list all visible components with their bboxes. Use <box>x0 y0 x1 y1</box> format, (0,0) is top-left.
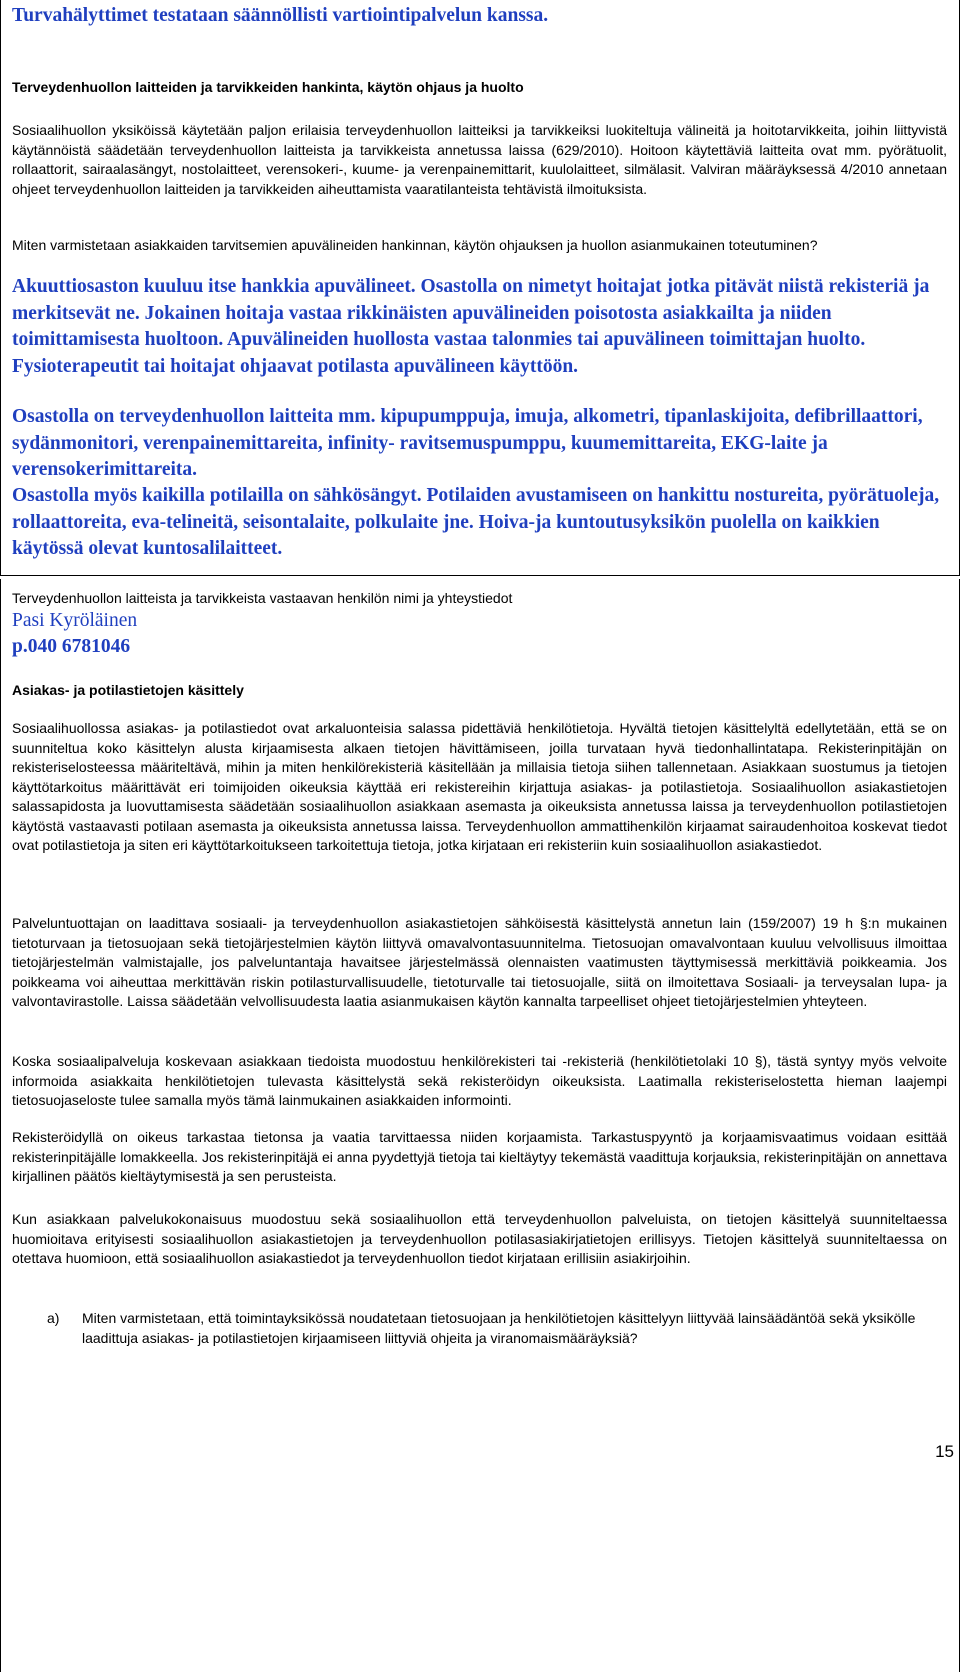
privacy-paragraph-5: Kun asiakkaan palvelukokonaisuus muodostuu sekä sosiaalihuollon että terveydenhuollon palveluista, on tietojen käsittelyä suunniteltaessa huomioitava erityisesti sosiaalihuollon asiakastietojen ja terveydenhuollon potilasasiakirjatietojen erillisyys. Tietojen käsittelyä suunniteltaessa on otettava huomioon, että sosiaalihuollon asiakastiedot ja terveydenhuollon tiedot kirjataan erillisiin asiakirjoihin. <box>12 1211 947 1266</box>
equipment-heading: Terveydenhuollon laitteiden ja tarvikkeiden hankinta, käytön ohjaus ja huolto <box>12 79 524 95</box>
contact-name: Pasi Kyröläinen <box>12 610 138 631</box>
contact-label: Terveydenhuollon laitteista ja tarvikkeista vastaavan henkilön nimi ja yhteystiedot <box>12 590 513 606</box>
top-line: Turvahälyttimet testataan säännöllisti vartiointipalvelun kanssa. <box>12 5 549 26</box>
privacy-paragraph-4: Rekisteröidyllä on oikeus tarkastaa tietonsa ja vaatia tarvittaessa niiden korjaamista. Tarkastuspyyntö ja korjaamisvaatimus voidaan esittää rekisterinpitäjälle lomakkeella. Jos rekisterinpitäjä ei anna pyydettyjä tietoja tai kieltäytyy tekemästä vaadittuja korjauksia, rekisterinpitäjän on annettava kirjallinen päätös kieltäytymisestä ja sen perusteista. <box>12 1129 947 1184</box>
contact-phone: p.040 6781046 <box>12 636 131 657</box>
privacy-paragraph-1: Sosiaalihuollossa asiakas- ja potilastiedot ovat arkaluonteisia salassa pidettäviä henkilötietoja. Hyvältä tietojen käsittelyltä edellytetään, että se on suunniteltua koko käsittelyn alusta kirjaamisesta alkaen tietojen hävittämiseen, joilla turvataan hyvä tiedonhallintatapa. Rekisterinpitäjän on rekisteriselosteessa määriteltävä, mihin ja miten henkilörekisteriä käsitellään ja millaisia tietoja siihen tallennetaan. Asiakkaan suostumus ja tietojen käyttötarkoitus määrittävät eri toimijoiden oikeuksia käyttää eri rekistereihin kirjattuja asiakas- ja potilastietoja. Sosiaalihuollon asiakastietojen salassapidosta ja luovuttamisesta säädetään sosiaalihuollon asiakkaan asemasta ja oikeuksista annetussa laissa ja terveydenhuollon potilastietojen käytöstä vastaavasti potilaan asemasta ja oikeuksista annetussa laissa. Terveydenhuollon ammattihenkilön kirjaamat sairaudenhoitoa koskevat tiedot ovat potilastietoja ja siten eri käyttötarkoitukseen tarkoitettuja tietoja, jotka kirjataan eri rekisteriin kuin sosiaalihuollon asiakastiedot. <box>12 720 947 853</box>
privacy-heading: Asiakas- ja potilastietojen käsittely <box>12 682 244 698</box>
equipment-answer-3: Osastolla myös kaikilla potilailla on sähkösängyt. Potilaiden avustamiseen on hankittu nostureita, pyörätuoleja, rollaattoreita, eva-telineitä, seisontalaite, polkulaite jne. Hoiva-ja kuntoutusyksikön puolella on kaikkien käytössä olevat kuntosalilaitteet. <box>12 485 940 559</box>
equipment-answer-1: Akuuttiosaston kuuluu itse hankkia apuvälineet. Osastolla on nimetyt hoitajat jotka pitävät niistä rekisteriä ja merkitsevät ne. Jokainen hoitaja vastaa rikkinäisten apuvälineiden poisotosta asiakkailta ja niiden toimittamisesta huoltoon. Apuvälineiden huollosta vastaa talonmies tai apuvälineen toimittajan huolto. Fysioterapeutit tai hoitajat ohjaavat potilasta apuvälineen käyttöön. <box>12 276 930 377</box>
list-item <box>47 1309 927 1348</box>
page-number: 15 <box>935 1442 954 1461</box>
equipment-intro: Sosiaalihuollon yksiköissä käytetään paljon erilaisia terveydenhuollon laitteiksi ja tarvikkeiksi luokiteltuja välineitä ja hoitotarvikkeita, joihin liittyvistä käytännöistä säädetään terveydenhuollon laitteista ja tarvikkeista annetussa laissa (629/2010). Hoitoon käytettäviä laitteita ovat mm. pyörätuolit, rollaattorit, sairaalasängyt, nostolaitteet, verensokeri-, kuume- ja verenpainemittarit, kuulolaitteet, silmälasit. Valviran määräyksessä 4/2010 annetaan ohjeet terveydenhuollon laitteiden ja tarvikkeiden aiheuttamista vaaratilanteista tehtävistä ilmoituksista. <box>12 122 947 197</box>
list-marker: a) <box>47 1310 60 1326</box>
equipment-question: Miten varmistetaan asiakkaiden tarvitsemien apuvälineiden hankinnan, käytön ohjauksen ja huollon asianmukainen toteutuminen? <box>12 237 818 253</box>
privacy-paragraph-3: Koska sosiaalipalveluja koskevaan asiakkaan tiedoista muodostuu henkilörekisteri tai -rekisteriä (henkilötietolaki 10 §), tästä syntyy myös velvoite informoida asiakkaita henkilötietojen tulevasta käsittelystä sekä rekisteröidyn oikeuksista. Laatimalla rekisteriselostetta hieman laajempi tietosuojaseloste tulee samalla myös tämä lainmukainen asiakkaiden informointi. <box>12 1053 947 1108</box>
list-item-text: Miten varmistetaan, että toimintayksikössä noudatetaan tietosuojaan ja henkilötietojen käsittelyyn liittyvää lainsäädäntöä sekä yksikölle laadittuja asiakas- ja potilastietojen kirjaamiseen liittyviä ohjeita ja viranomaismääräyksiä? <box>82 1310 916 1346</box>
privacy-paragraph-2: Palveluntuottajan on laadittava sosiaali- ja terveydenhuollon asiakastietojen sähköisestä käsittelystä annetun lain (159/2007) 19 h §:n mukainen tietoturvaan ja tietosuojaan sekä tietojärjestelmien käytön liittyvä omavalvontasuunnitelma. Tietosuojan omavalvontaan kuuluu velvollisuus ilmoittaa tietojärjestelmän valmistajalle, jos palveluntantaja havaitsee järjestelmässä olennaisten vaatimusten täyttymisessä merkittäviä poikkeamia. Jos poikkeama voi aiheuttaa merkittävän riskin potilasturvallisuudelle, tietoturvalle tai tietosuojalle, siitä on ilmoitettava Sosiaali- ja terveysalan lupa- ja valvontavirastolle. Laissa säädetään velvollisuudesta laatia asianmukaisen käytön kannalta tarpeelliset ohjeet tietojärjestelmien yhteyteen. <box>12 915 947 1009</box>
equipment-answer-2: Osastolla on terveydenhuollon laitteita mm. kipupumppuja, imuja, alkometri, tipanlaskijoita, defibrillaattori, sydänmonitori, verenpainemittareita, infinity- ravitsemuspumppu, kuumemittareita, EKG-laite ja verensokerimittareita. <box>12 406 923 480</box>
